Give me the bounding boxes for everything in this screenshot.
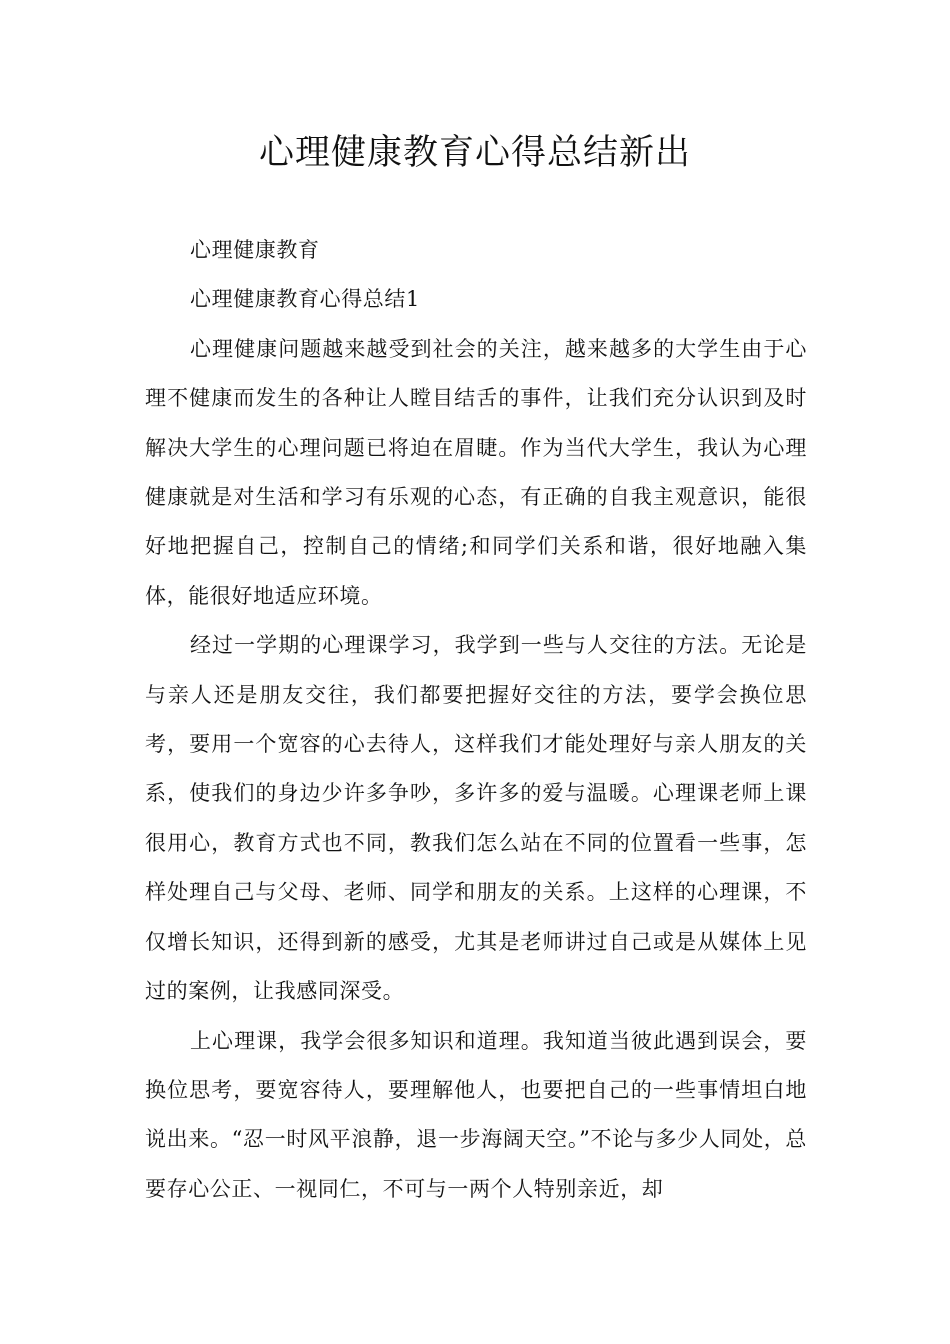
- document-title: 心理健康教育心得总结新出: [258, 133, 691, 173]
- document-body: [145, 226, 807, 1214]
- paragraph: 上心理课，我学会很多知识和道理。我知道当彼此遇到误会，要换位思考，要宽容待人，要理解他人，也要把自己的一些事情坦白地说出来。“忍一时风平浪静，退一步海阔天空。”不论与多少人同处，总要存心公正、一视同仁，不可与一两个人特别亲近，却: [145, 1028, 807, 1201]
- paragraph: 经过一学期的心理课学习，我学到一些与人交往的方法。无论是与亲人还是朋友交往，我们都要把握好交往的方法，要学会换位思考，要用一个宽容的心去待人，这样我们才能处理好与亲人朋友的关系，使我们的身边少许多争吵，多许多的爱与温暖。心理课老师上课很用心，教育方式也不同，教我们怎么站在不同的位置看一些事，怎样处理自己与父母、老师、同学和朋友的关系。上这样的心理课，不仅增长知识，还得到新的感受，尤其是老师讲过自己或是从媒体上见过的案例，让我感同深受。: [145, 633, 807, 1004]
- paragraph: 心理健康问题越来越受到社会的关注，越来越多的大学生由于心理不健康而发生的各种让人瞠目结舌的事件，让我们充分认识到及时解决大学生的心理问题已将迫在眉睫。作为当代大学生，我认为心理健康就是对生活和学习有乐观的心态，有正确的自我主观意识，能很好地把握自己，控制自己的情绪;和同学们关系和谐，很好地融入集体，能很好地适应环境。: [145, 336, 807, 608]
- paragraph-subheading: 心理健康教育心得总结1: [190, 287, 420, 312]
- paragraph-section-heading: 心理健康教育: [190, 238, 320, 262]
